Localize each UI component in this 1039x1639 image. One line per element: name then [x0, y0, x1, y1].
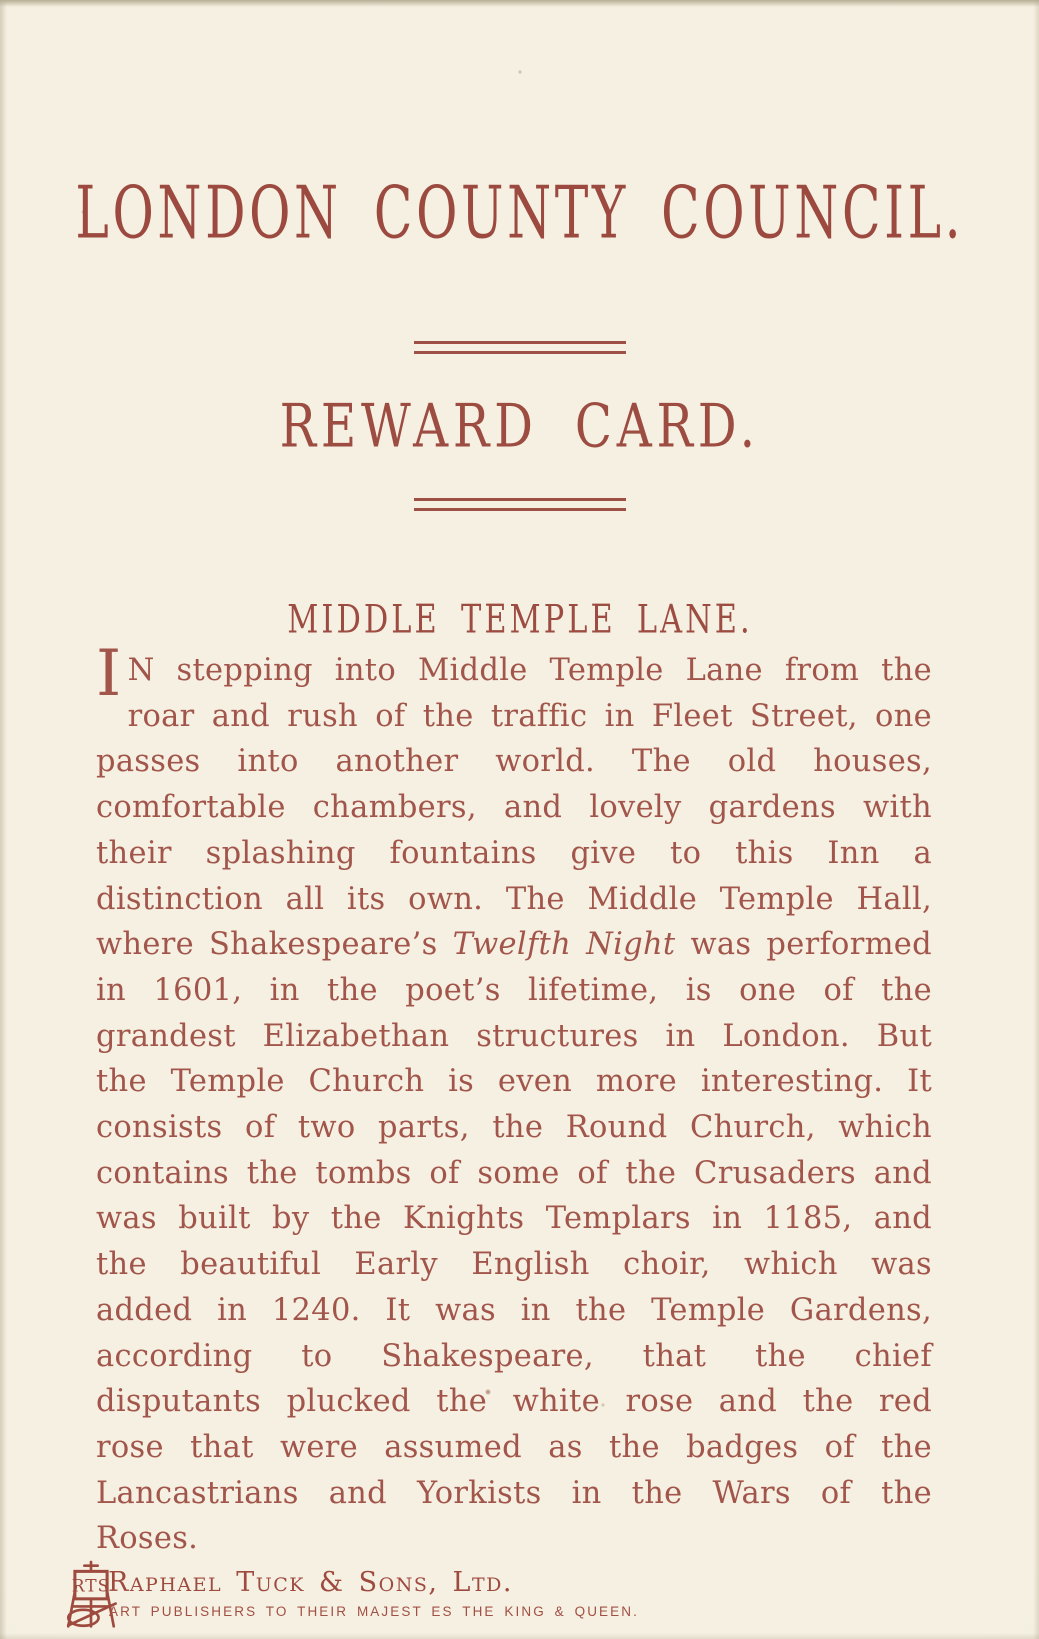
section-heading	[0, 596, 1039, 643]
drop-cap-initial: I	[96, 637, 122, 711]
tuck-logo-monogram: RTS	[71, 1576, 111, 1597]
page-title-text: LONDON COUNTY COUNCIL.	[75, 172, 964, 256]
body-paragraph	[96, 637, 932, 1562]
page-title	[0, 172, 1039, 256]
section-heading-text: MIDDLE TEMPLE LANE.	[286, 596, 753, 643]
double-rule-divider-bottom	[414, 498, 626, 511]
drop-cap-companion: N	[127, 653, 155, 688]
body-segment-1: stepping into Middle Temple Lane from the roar and rush of the traffic in Fleet Street, one passes into another world. The old houses, comfortable chambers, and lovely gardens with their splashing fountains give to this Inn a distinction all its own. The Middle Temple Hall, where Shakespeare’s	[96, 653, 932, 963]
body-segment-italic: Twelfth Night	[452, 927, 676, 963]
publisher-name: Raphael Tuck & Sons, Ltd.	[108, 1567, 513, 1598]
reward-card-title	[0, 392, 1039, 462]
double-rule-divider-top	[414, 341, 626, 354]
publisher-tagline: ART PUBLISHERS TO THEIR MAJEST ES THE KING & QUEEN.	[109, 1604, 639, 1619]
reward-card-title-text: REWARD CARD.	[279, 392, 760, 462]
body-segment-2: was performed in 1601, in the poet’s lifetime, is one of the grandest Elizabethan structures in London. But the Temple Church is even more interesting. It consists of two parts, the Round Church, which contains the tombs of some of the Crusaders and was built by the Knights Templars in 1185, and the beautiful Early English choir, which was added in 1240. It was in the Temple Gardens, according to Shakespeare, that the chief disputants plucked the white rose and the red rose that were assumed as the badges of the Lancastrians and Yorkists in the Wars of the Roses.	[96, 927, 932, 1557]
